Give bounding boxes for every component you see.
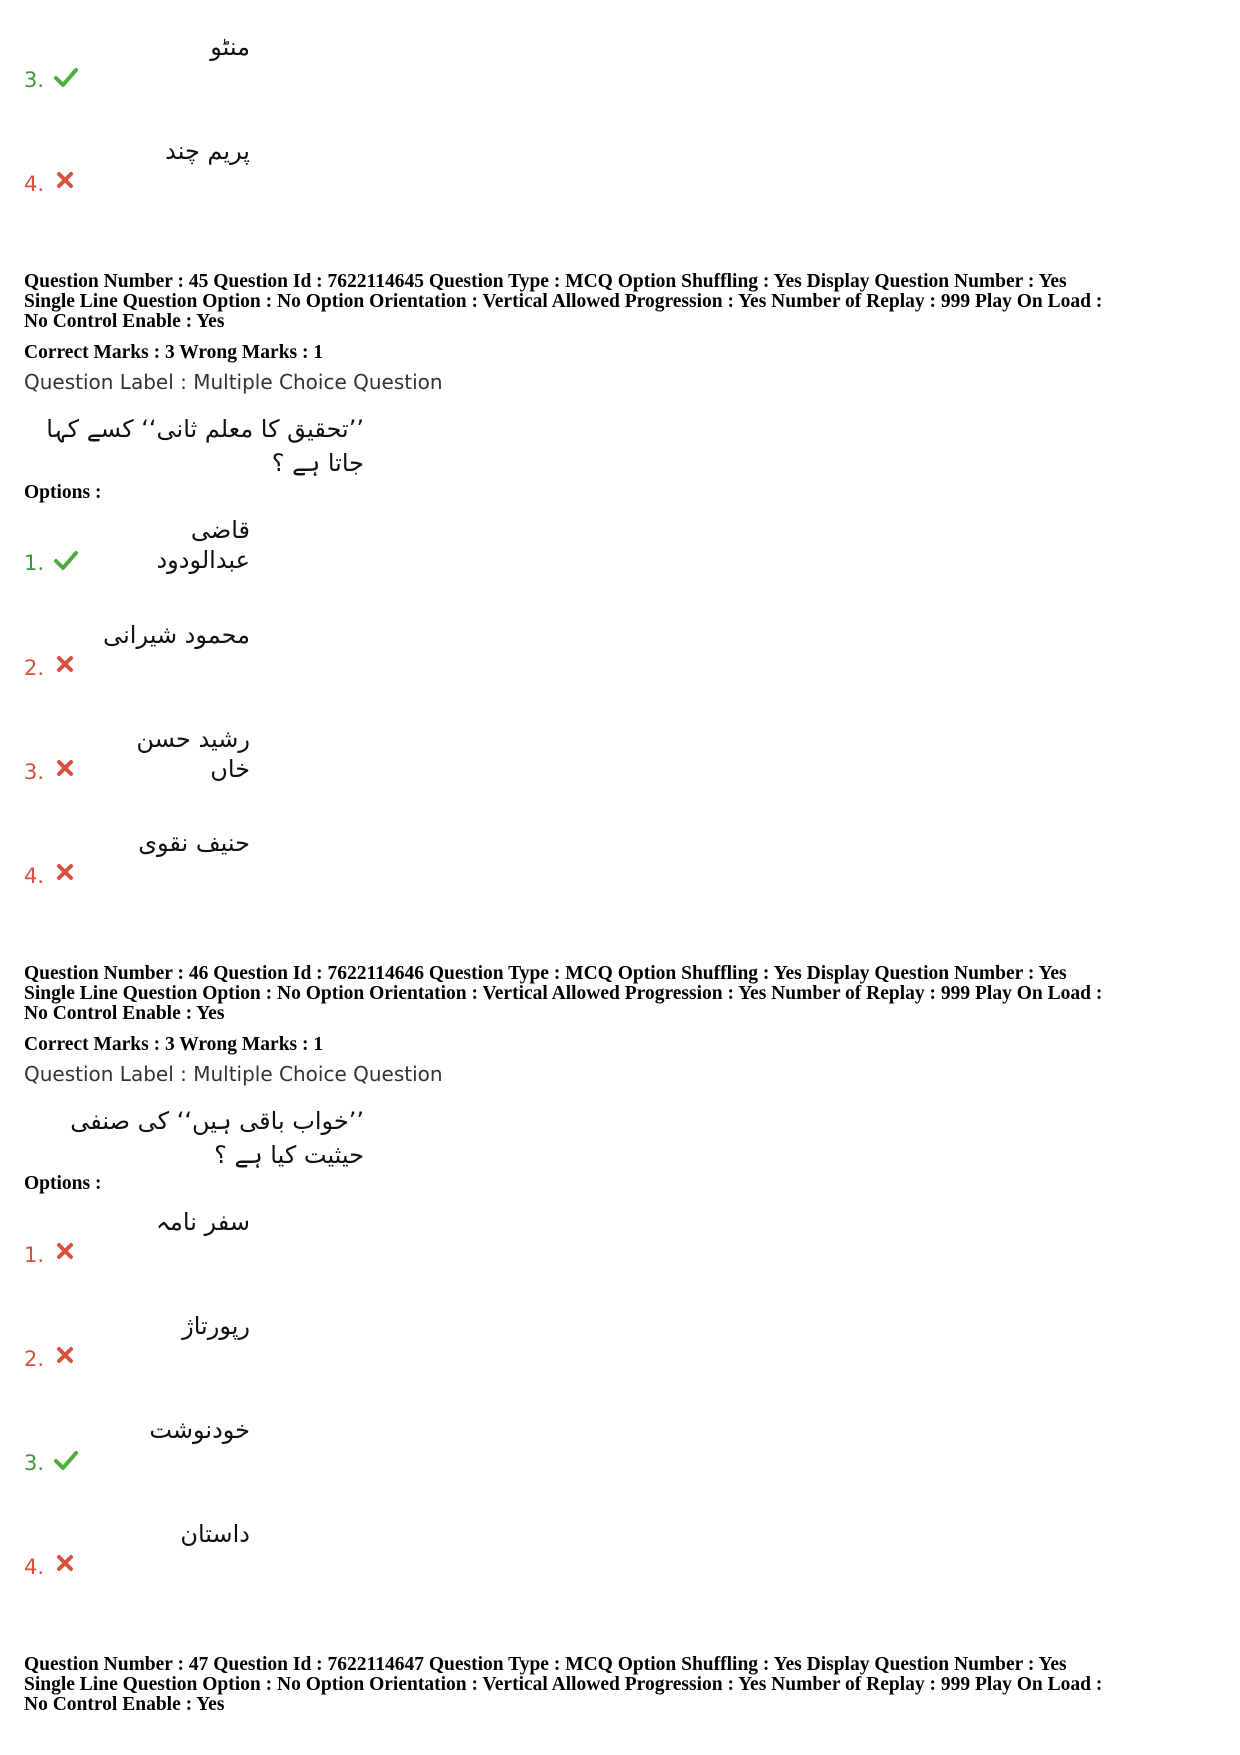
option-text: سفر نامہ (155, 1208, 250, 1236)
options-heading: Options : (24, 482, 102, 503)
option-text: حنیف نقوی (138, 829, 250, 857)
option-number: 2. (24, 1347, 45, 1371)
meta-line: Question Number : 47 Question Id : 7622114647 Question Type : MCQ Option Shuffling : Yes Display Question Number : Yes (24, 1654, 1067, 1675)
option-item (24, 724, 424, 784)
option-number: 4. (24, 172, 45, 196)
cross-icon (54, 1553, 78, 1575)
option-number: 3. (24, 1451, 45, 1475)
question-meta (24, 1655, 1214, 1715)
option-number: 1. (24, 1243, 45, 1267)
option-number: 3. (24, 68, 45, 92)
option-item (24, 828, 424, 888)
option-item (24, 620, 424, 680)
option-text: رپورتاژ (182, 1312, 250, 1340)
meta-line: No Control Enable : Yes (24, 1694, 225, 1715)
meta-line: Single Line Question Option : No Option Orientation : Vertical Allowed Progression : Yes Number of Replay : 999 Play On Load : (24, 1674, 1103, 1695)
option-text: داستان (180, 1520, 250, 1548)
question-label: Question Label : Multiple Choice Question (24, 370, 443, 394)
cross-icon (54, 758, 78, 780)
option-text: خودنوشت (149, 1416, 250, 1444)
option-item (24, 1415, 424, 1475)
cross-icon (54, 862, 78, 884)
option-item (24, 1207, 424, 1267)
question-marks: Correct Marks : 3 Wrong Marks : 1 (24, 1034, 324, 1055)
meta-line: Question Number : 45 Question Id : 7622114645 Question Type : MCQ Option Shuffling : Yes Display Question Number : Yes (24, 271, 1067, 292)
question-text: ’’تحقیق کا معلم ثانی‘‘ کسے کہا جاتا ہے ؟ (46, 415, 364, 477)
option-item (24, 515, 424, 575)
option-item (24, 1311, 424, 1371)
option-item (24, 136, 424, 196)
cross-icon (54, 170, 78, 192)
question-meta (24, 964, 1214, 1024)
cross-icon (54, 654, 78, 676)
meta-line: Single Line Question Option : No Option Orientation : Vertical Allowed Progression : Yes Number of Replay : 999 Play On Load : (24, 983, 1103, 1004)
option-number: 3. (24, 760, 45, 784)
meta-line: Single Line Question Option : No Option Orientation : Vertical Allowed Progression : Yes Number of Replay : 999 Play On Load : (24, 291, 1103, 312)
option-text: پریم چند (165, 137, 250, 165)
option-text: رشید حسن خاں (136, 725, 250, 783)
option-number: 2. (24, 656, 45, 680)
option-number: 4. (24, 1555, 45, 1579)
meta-line: No Control Enable : Yes (24, 1003, 225, 1024)
question-marks: Correct Marks : 3 Wrong Marks : 1 (24, 342, 324, 363)
meta-line: Question Number : 46 Question Id : 7622114646 Question Type : MCQ Option Shuffling : Yes Display Question Number : Yes (24, 963, 1067, 984)
question-label: Question Label : Multiple Choice Question (24, 1062, 443, 1086)
option-number: 4. (24, 864, 45, 888)
option-item (24, 32, 424, 92)
question-text: ’’خواب باقی ہیں‘‘ کی صنفی حیثیت کیا ہے ؟ (70, 1107, 364, 1169)
check-icon (54, 549, 78, 571)
option-text: قاضی عبدالودود (156, 516, 250, 574)
cross-icon (54, 1345, 78, 1367)
question-meta (24, 272, 1214, 332)
meta-line: No Control Enable : Yes (24, 311, 225, 332)
check-icon (54, 1449, 78, 1471)
options-heading: Options : (24, 1173, 102, 1194)
cross-icon (54, 1241, 78, 1263)
option-text: محمود شیرانی (103, 621, 250, 649)
option-text: منٹو (210, 33, 250, 61)
option-number: 1. (24, 551, 45, 575)
option-item (24, 1519, 424, 1579)
check-icon (54, 66, 78, 88)
